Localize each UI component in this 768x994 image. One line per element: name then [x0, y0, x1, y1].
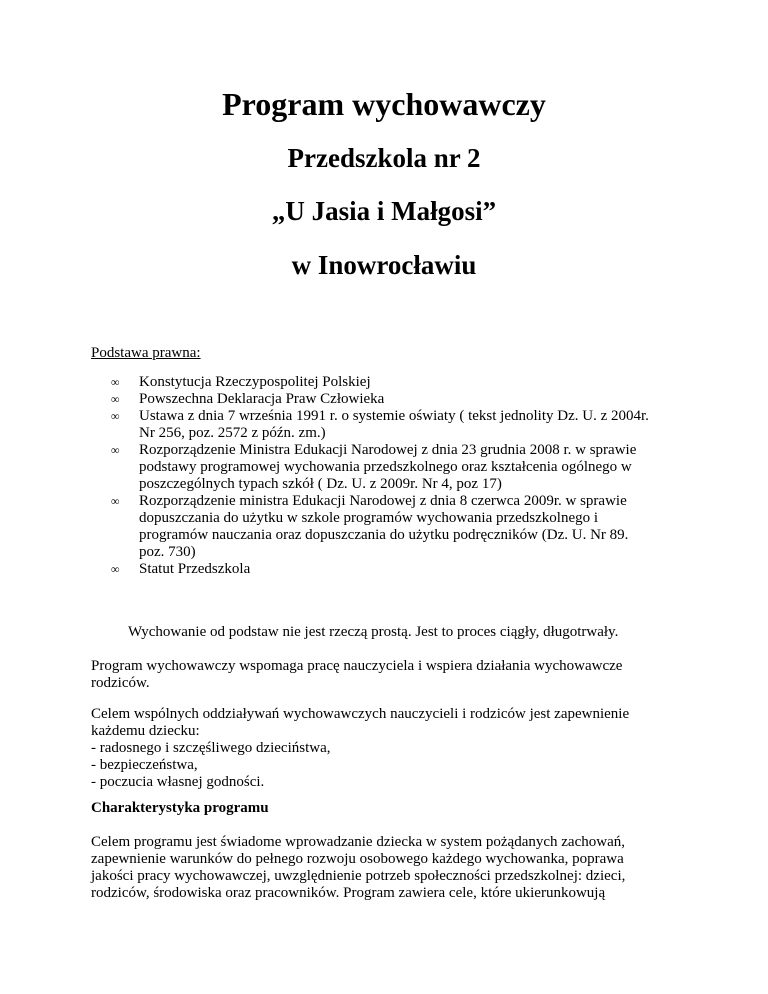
goals-paragraph [91, 706, 671, 791]
list-item [91, 493, 671, 561]
infinity-bullet-icon: ∞ [111, 409, 120, 423]
list-item-text: dopuszczania do użytku w szkole programów wychowania przedszkolnego i [139, 510, 599, 526]
paragraph-line: Program wychowawczy wspomaga pracę nauczyciela i wspiera działania wychowawcze [91, 658, 623, 674]
infinity-bullet-icon: ∞ [111, 443, 120, 457]
infinity-bullet-icon: ∞ [111, 375, 120, 389]
paragraph-line: każdemu dziecku: [91, 723, 200, 739]
list-item-text: poz. 730) [139, 544, 196, 560]
intro-paragraph: Wychowanie od podstaw nie jest rzeczą prostą. Jest to proces ciągły, długotrwały. [128, 624, 619, 640]
list-item [91, 408, 671, 442]
paragraph-line: zapewnienie warunków do pełnego rozwoju osobowego każdego wychowanka, poprawa [91, 851, 624, 867]
program-paragraph [91, 658, 671, 692]
infinity-bullet-icon: ∞ [111, 494, 120, 508]
list-item [91, 374, 671, 391]
paragraph-line: jakości pracy wychowawczej, uwzględnienie potrzeb społeczności przedszkolnej: dzieci, [91, 868, 626, 884]
list-item [91, 561, 671, 578]
title-line-city: w Inowrocławiu [291, 250, 477, 280]
paragraph-line: - poczucia własnej godności. [91, 774, 265, 790]
title-line-name: „U Jasia i Małgosi” [271, 196, 497, 226]
list-item-text: Nr 256, poz. 2572 z późn. zm.) [139, 425, 326, 441]
infinity-bullet-icon: ∞ [111, 562, 120, 576]
paragraph-line: - bezpieczeństwa, [91, 757, 198, 773]
list-item-text: Statut Przedszkola [139, 561, 251, 577]
list-item-text: programów nauczania oraz dopuszczania do użytku podręczników (Dz. U. Nr 89. [139, 527, 629, 543]
list-item [91, 391, 671, 408]
list-item-text: Rozporządzenie ministra Edukacji Narodowej z dnia 8 czerwca 2009r. w sprawie [139, 493, 627, 509]
paragraph-line: Celem programu jest świadome wprowadzanie dziecka w system pożądanych zachowań, [91, 834, 625, 850]
paragraph-line: - radosnego i szczęśliwego dzieciństwa, [91, 740, 331, 756]
paragraph-line: rodziców, środowiska oraz pracowników. Program zawiera cele, które ukierunkowują [91, 885, 606, 901]
list-item-text: Konstytucja Rzeczypospolitej Polskiej [139, 374, 371, 390]
list-item [91, 442, 671, 493]
paragraph-line: rodziców. [91, 675, 150, 691]
list-item-text: Ustawa z dnia 7 września 1991 r. o systemie oświaty ( tekst jednolity Dz. U. z 2004r. [139, 408, 649, 424]
legal-basis-list [91, 374, 671, 578]
document-title: Program wychowawczy [222, 86, 546, 122]
list-item-text: Powszechna Deklaracja Praw Człowieka [139, 391, 385, 407]
list-item-text: Rozporządzenie Ministra Edukacji Narodowej z dnia 23 grudnia 2008 r. w sprawie [139, 442, 637, 458]
paragraph-line: Celem wspólnych oddziaływań wychowawczych nauczycieli i rodziców jest zapewnienie [91, 706, 630, 722]
title-line-kindergarten: Przedszkola nr 2 [287, 143, 481, 173]
infinity-bullet-icon: ∞ [111, 392, 120, 406]
legal-basis-label: Podstawa prawna: [91, 345, 201, 361]
list-item-text: podstawy programowej wychowania przedszkolnego oraz kształcenia ogólnego w [139, 459, 632, 475]
list-item-text: poszczególnych typach szkół ( Dz. U. z 2009r. Nr 4, poz 17) [139, 476, 502, 492]
characteristics-paragraph [91, 834, 676, 902]
section-heading: Charakterystyka programu [91, 800, 269, 816]
